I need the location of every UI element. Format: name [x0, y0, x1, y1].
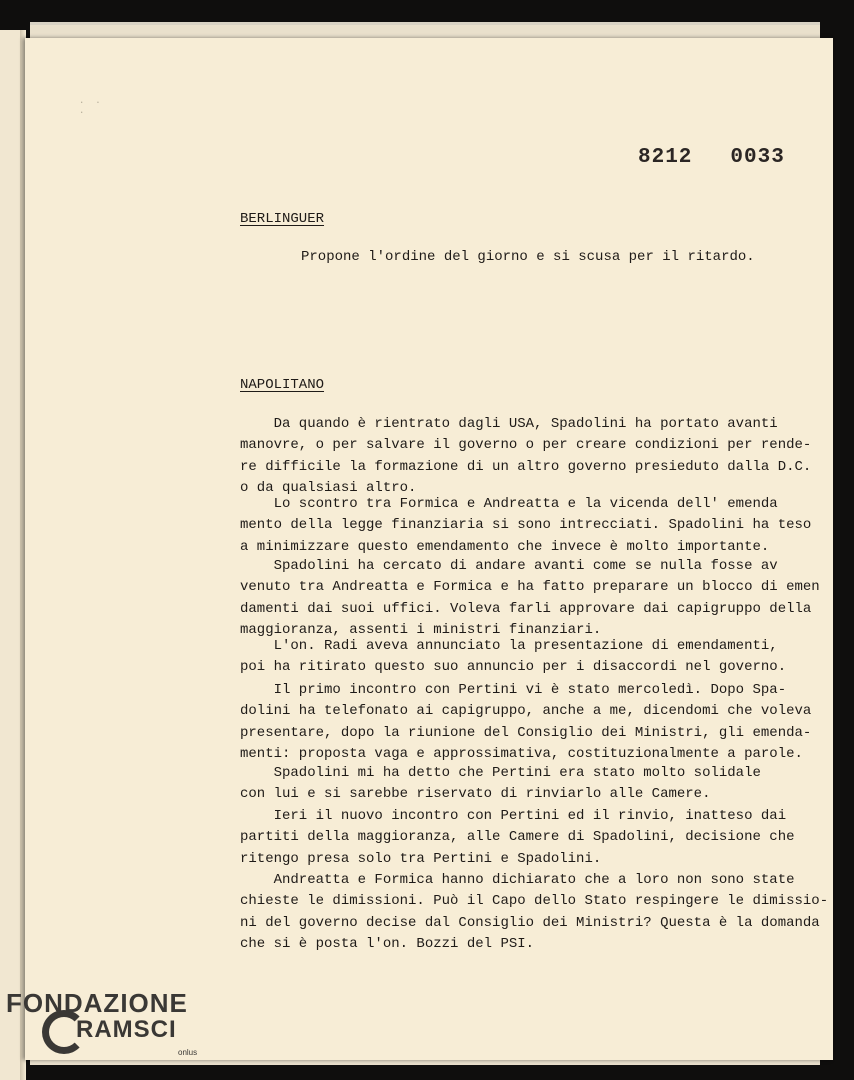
text-line: venuto tra Andreatta e Formica e ha fatto preparare un blocco di emen — [240, 579, 820, 596]
text-line: maggioranza, assenti i ministri finanziari. — [240, 621, 602, 638]
archive-stamp — [638, 146, 785, 169]
paragraph — [240, 870, 829, 955]
text-line: Spadolini ha cercato di andare avanti come se nulla fosse av — [240, 558, 778, 574]
text-line: manovre, o per salvare il governo o per creare condizioni per rende- — [240, 437, 812, 454]
text-line: partiti della maggioranza, alle Camere di Spadolini, decisione che — [240, 829, 795, 846]
text-line: presentare, dopo la riunione del Consiglio dei Ministri, gli emenda- — [240, 724, 812, 741]
paragraph — [240, 494, 812, 558]
text-line: ni del governo decise dal Consiglio dei Ministri? Questa è la domanda — [240, 914, 820, 931]
text-line: o da qualsiasi altro. — [240, 479, 417, 496]
text-line: Andreatta e Formica hanno dichiarato che a loro non sono state — [240, 872, 795, 888]
paragraph — [240, 414, 812, 499]
stamp-series: 8212 — [638, 146, 693, 169]
text-line: ritengo presa solo tra Pertini e Spadolini. — [240, 850, 602, 867]
text-line: Propone l'ordine del giorno e si scusa per il ritardo. — [301, 249, 755, 265]
text-line: Spadolini mi ha detto che Pertini era stato molto solidale — [240, 765, 761, 781]
speaker-heading: BERLINGUER — [240, 211, 325, 227]
stamp-bleed-through — [555, 130, 567, 150]
text-line: Da quando è rientrato dagli USA, Spadolini ha portato avanti — [240, 416, 778, 432]
watermark-line-2: RAMSCI — [76, 1016, 177, 1043]
text-line: Il primo incontro con Pertini vi è stato mercoledì. Dopo Spa- — [240, 682, 787, 698]
text-line: mento della legge finanziaria si sono intrecciati. Spadolini ha teso — [240, 517, 812, 534]
paragraph — [301, 247, 854, 268]
text-line: a minimizzare questo emendamento che invece è molto importante. — [240, 538, 770, 555]
stamp-page-number: 0033 — [730, 146, 785, 169]
text-line: chieste le dimissioni. Può il Capo dello Stato respingere le dimissio- — [240, 893, 829, 910]
text-line: L'on. Radi aveva annunciato la presentazione di emendamenti, — [240, 638, 778, 654]
paragraph — [240, 636, 800, 679]
text-line: con lui e si sarebbe riservato di rinviarlo alle Camere. — [240, 786, 711, 803]
text-line: poi ha ritirato questo suo annuncio per i disaccordi nel governo. — [240, 659, 787, 676]
text-line: menti: proposta vaga e approssimativa, costituzionalmente a parole. — [240, 745, 803, 762]
text-line: che si è posta l'on. Bozzi del PSI. — [240, 935, 535, 952]
text-line: dolini ha telefonato ai capigruppo, anche a me, dicendomi che voleva — [240, 703, 812, 720]
text-line: damenti dai suoi uffici. Voleva farli approvare dai capigruppo della — [240, 600, 812, 617]
paragraph — [240, 680, 812, 765]
text-line: Ieri il nuovo incontro con Pertini ed il rinvio, inatteso dai — [240, 808, 787, 824]
paragraph — [240, 556, 820, 641]
watermark-line-1: FONDAZIONE — [6, 988, 188, 1018]
text-line: re difficile la formazione di un altro governo presieduto dalla D.C. — [240, 458, 812, 475]
speaker-heading: NAPOLITANO — [240, 377, 325, 393]
paragraph — [240, 763, 800, 806]
text-line: Lo scontro tra Formica e Andreatta e la vicenda dell' emenda — [240, 496, 778, 512]
paragraph — [240, 806, 800, 870]
fondazione-gramsci-watermark — [6, 988, 216, 1068]
page-marks: · · · — [79, 98, 101, 118]
watermark-suffix: onlus — [178, 1048, 198, 1057]
